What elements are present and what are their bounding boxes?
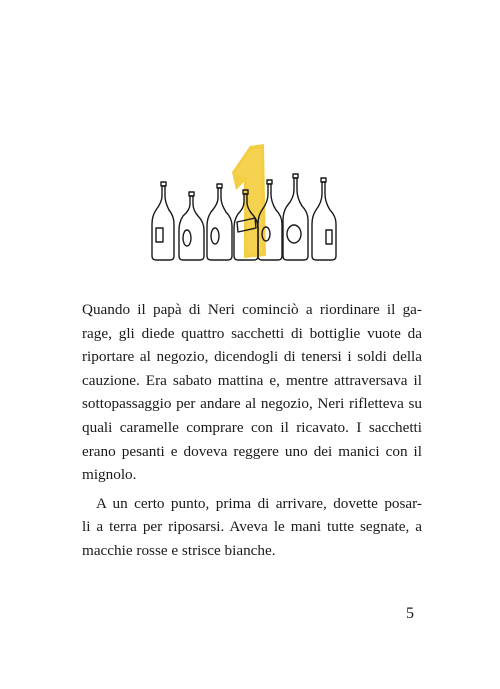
text-line: mignolo.: [82, 466, 137, 484]
page-number: 5: [406, 605, 414, 622]
text-line: A un certo punto, prima di arrivare, dovette posar-: [96, 494, 422, 512]
bottle-3: [207, 188, 232, 260]
text-line: erano pesanti e doveva reggere uno dei manici con il: [82, 442, 422, 460]
chapter-text: [82, 298, 422, 563]
text-line: li a terra per riposarsi. Aveva le mani tutte segnate, a: [82, 518, 422, 536]
text-line: riportare al negozio, dicendogli di tenersi i soldi della: [82, 348, 422, 366]
bottle-2: [179, 196, 204, 260]
chapter-illustration: [140, 138, 350, 264]
paragraph-1: [82, 298, 422, 487]
chapter-number-graphic: [232, 144, 266, 258]
text-line: cauzione. Era sabato mattina e, mentre attraversava il: [82, 371, 422, 389]
paragraph-2: [82, 492, 422, 563]
text-line: rage, gli diede quattro sacchetti di bottiglie vuote da: [82, 324, 422, 342]
text-line: sottopassaggio per andare al negozio, Neri rifletteva su: [82, 395, 422, 413]
text-line: quali caramelle comprare con il ricavato. I sacchetti: [82, 418, 422, 436]
text-line: Quando il papà di Neri cominciò a riordinare il ga-: [82, 301, 422, 318]
bottles-illustration: [140, 138, 350, 264]
bottle-6: [283, 178, 308, 260]
bottle-1: [152, 186, 174, 260]
text-line: macchie rosse e strisce bianche.: [82, 541, 276, 559]
bottle-7: [312, 182, 336, 260]
